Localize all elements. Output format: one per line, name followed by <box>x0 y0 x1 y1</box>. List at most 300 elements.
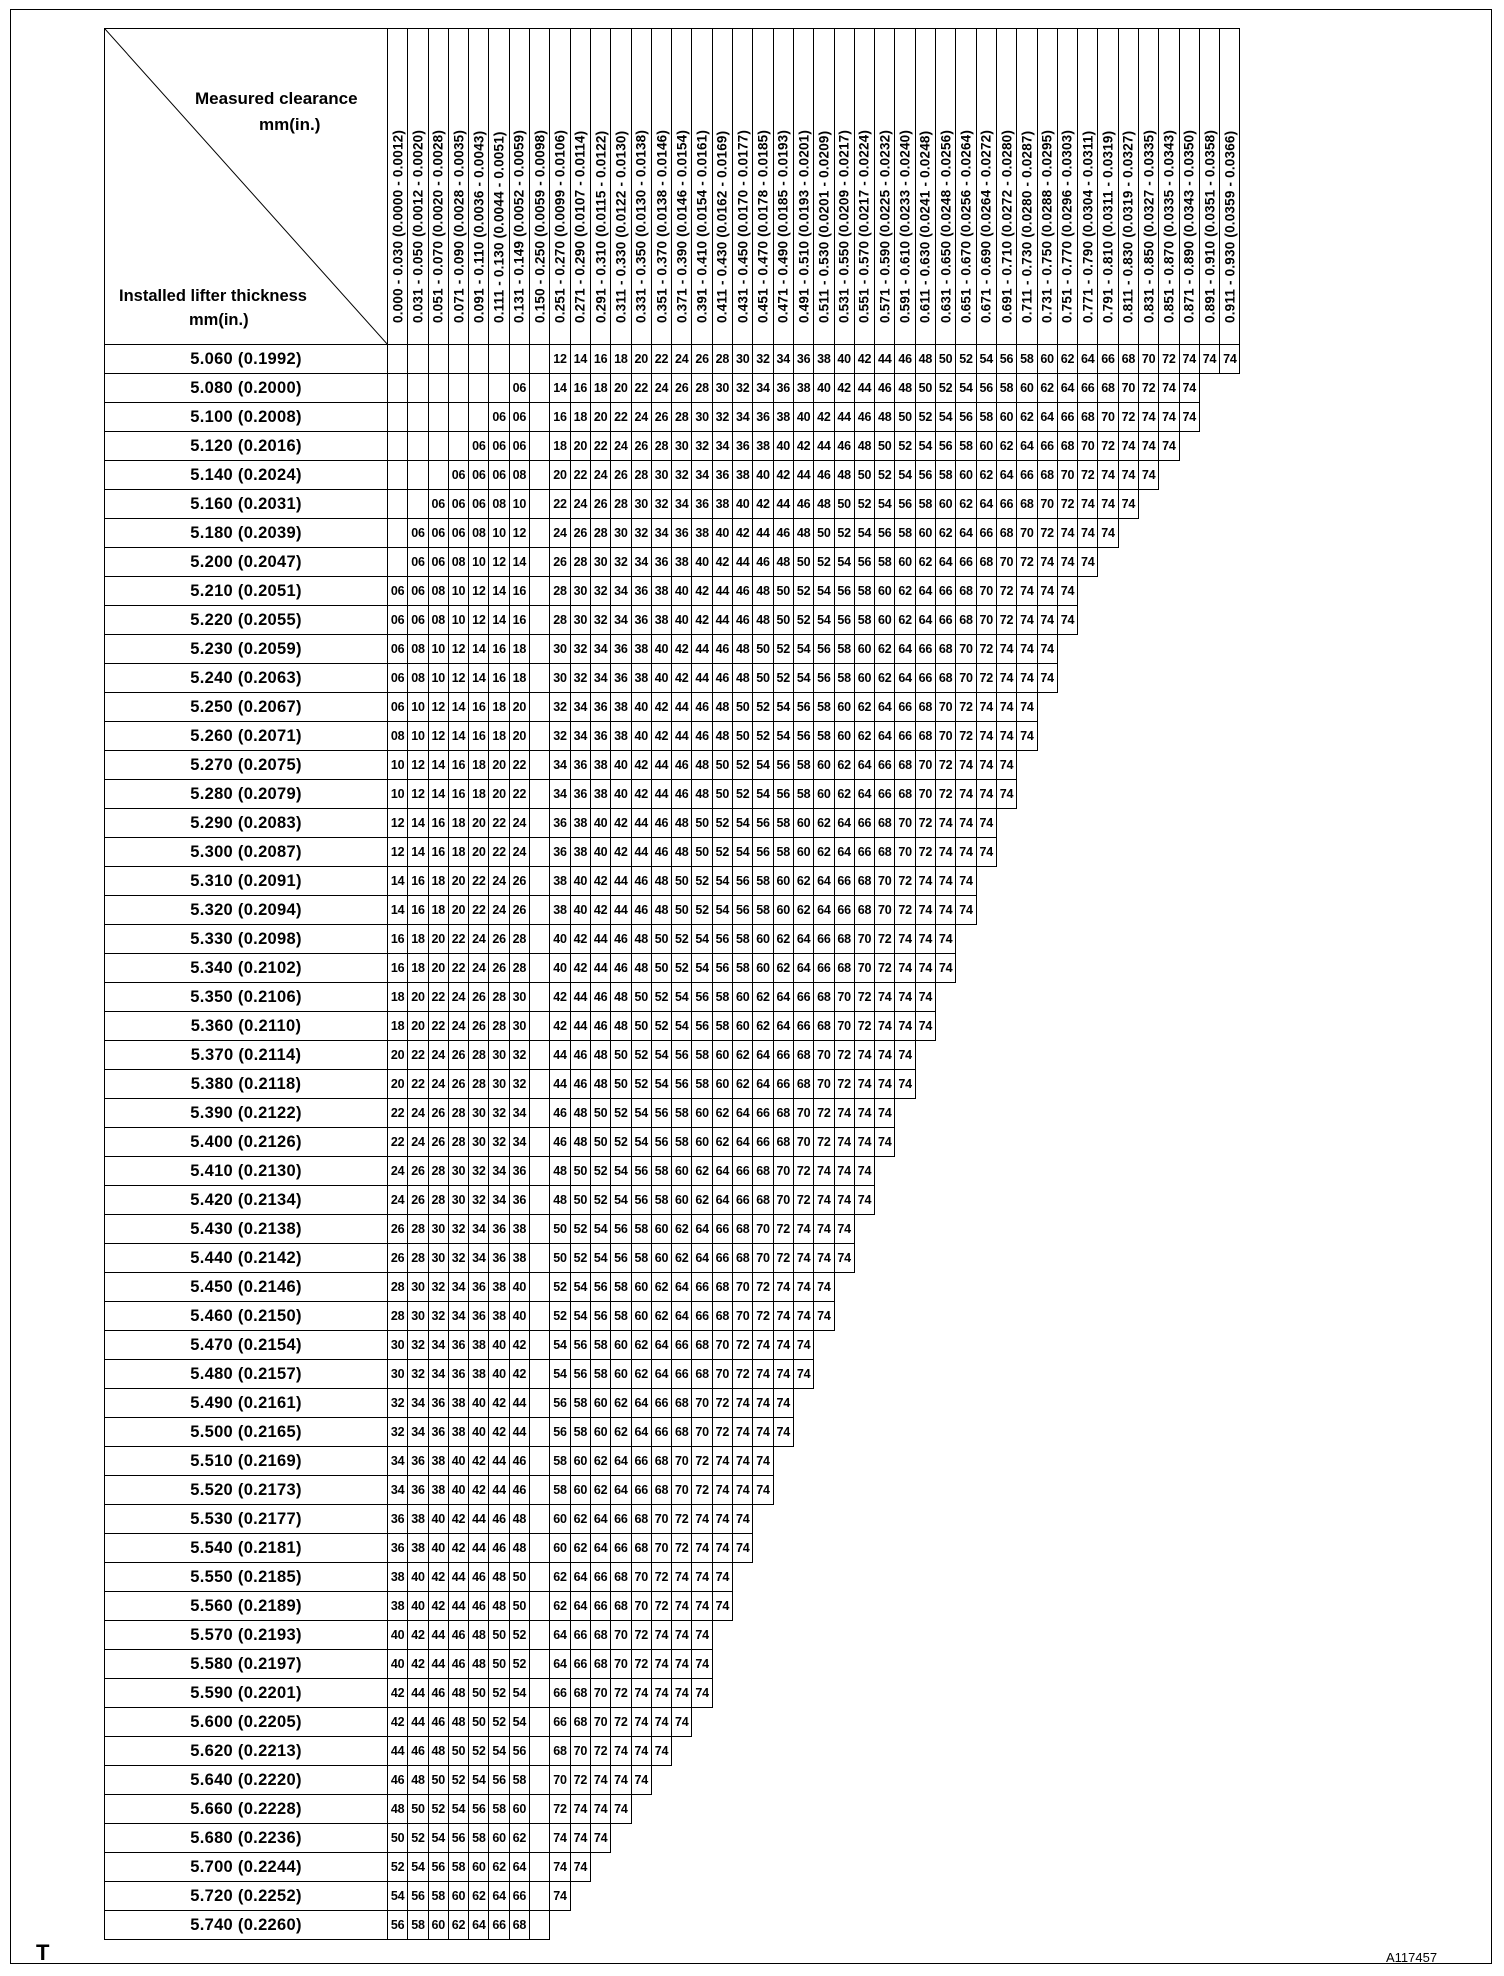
table-cell: 74 <box>793 1273 813 1302</box>
table-cell: 58 <box>733 954 753 983</box>
table-cell: 54 <box>712 896 732 925</box>
empty-area <box>1159 1389 1179 1418</box>
table-cell: 40 <box>631 693 651 722</box>
table-cell: 74 <box>753 1447 773 1476</box>
table-cell: 44 <box>773 490 793 519</box>
table-cell <box>530 1592 550 1621</box>
table-cell: 12 <box>489 548 509 577</box>
table-row <box>105 1360 1240 1389</box>
empty-area <box>936 1795 956 1824</box>
empty-area <box>1138 1273 1158 1302</box>
table-cell: 72 <box>773 1215 793 1244</box>
empty-area <box>1098 1447 1118 1476</box>
empty-area <box>1098 722 1118 751</box>
empty-area <box>956 1099 976 1128</box>
table-cell: 40 <box>672 606 692 635</box>
table-cell: 56 <box>672 1041 692 1070</box>
empty-area <box>1057 1766 1077 1795</box>
empty-area <box>1220 1418 1240 1447</box>
empty-area <box>1118 1766 1138 1795</box>
row-label: 5.470 (0.2154) <box>105 1331 388 1360</box>
empty-area <box>1017 925 1037 954</box>
table-cell: 44 <box>793 461 813 490</box>
empty-area <box>1118 1128 1138 1157</box>
table-cell: 64 <box>1017 432 1037 461</box>
table-cell: 72 <box>631 1621 651 1650</box>
empty-area <box>875 1766 895 1795</box>
table-cell: 06 <box>408 548 428 577</box>
table-cell: 74 <box>956 896 976 925</box>
table-cell: 74 <box>895 1041 915 1070</box>
empty-area <box>733 1679 753 1708</box>
table-cell: 62 <box>469 1882 489 1911</box>
table-cell: 72 <box>915 809 935 838</box>
empty-area <box>1057 1447 1077 1476</box>
table-cell: 58 <box>550 1476 570 1505</box>
table-cell: 34 <box>753 374 773 403</box>
table-cell: 60 <box>448 1882 468 1911</box>
table-cell: 16 <box>509 577 529 606</box>
empty-area <box>773 1766 793 1795</box>
table-cell: 52 <box>590 1186 610 1215</box>
empty-area <box>1098 1128 1118 1157</box>
table-cell: 06 <box>428 490 448 519</box>
table-cell: 60 <box>570 1447 590 1476</box>
table-cell: 74 <box>672 1592 692 1621</box>
table-cell: 12 <box>428 722 448 751</box>
column-header-label: 0.831 - 0.850 (0.0327 - 0.0335) <box>1141 129 1157 323</box>
table-cell: 06 <box>388 635 408 664</box>
empty-area <box>1199 838 1219 867</box>
table-cell: 48 <box>712 722 732 751</box>
row-label: 5.530 (0.2177) <box>105 1505 388 1534</box>
empty-area <box>1159 809 1179 838</box>
table-cell: 24 <box>631 403 651 432</box>
empty-area <box>1118 664 1138 693</box>
table-cell: 70 <box>956 635 976 664</box>
table-cell: 60 <box>469 1853 489 1882</box>
table-cell: 40 <box>509 1273 529 1302</box>
empty-area <box>1037 838 1057 867</box>
empty-area <box>1037 1012 1057 1041</box>
table-cell: 24 <box>428 1070 448 1099</box>
row-label: 5.080 (0.2000) <box>105 374 388 403</box>
table-cell: 74 <box>875 1128 895 1157</box>
table-cell: 22 <box>428 983 448 1012</box>
empty-area <box>1118 1882 1138 1911</box>
empty-area <box>1220 925 1240 954</box>
empty-area <box>773 1708 793 1737</box>
table-cell: 68 <box>733 1215 753 1244</box>
table-cell: 46 <box>733 606 753 635</box>
table-cell: 48 <box>428 1737 448 1766</box>
table-cell: 56 <box>712 925 732 954</box>
row-label: 5.540 (0.2181) <box>105 1534 388 1563</box>
empty-area <box>1118 896 1138 925</box>
empty-area <box>956 1824 976 1853</box>
empty-area <box>733 1911 753 1940</box>
table-cell: 74 <box>570 1853 590 1882</box>
table-row <box>105 896 1240 925</box>
empty-area <box>1118 1215 1138 1244</box>
column-header <box>428 29 448 345</box>
empty-area <box>1220 1128 1240 1157</box>
empty-area <box>712 1795 732 1824</box>
table-cell: 20 <box>448 896 468 925</box>
empty-area <box>915 1882 935 1911</box>
table-cell: 36 <box>692 490 712 519</box>
table-row <box>105 374 1240 403</box>
row-label: 5.180 (0.2039) <box>105 519 388 548</box>
empty-area <box>1138 1882 1158 1911</box>
table-cell: 74 <box>1037 606 1057 635</box>
empty-area <box>834 1505 854 1534</box>
table-cell: 10 <box>469 548 489 577</box>
empty-area <box>976 1012 996 1041</box>
table-cell: 64 <box>550 1650 570 1679</box>
table-cell: 54 <box>428 1824 448 1853</box>
table-cell: 68 <box>631 1534 651 1563</box>
table-row <box>105 1737 1240 1766</box>
table-cell <box>530 896 550 925</box>
column-header <box>1098 29 1118 345</box>
empty-area <box>1159 751 1179 780</box>
table-cell: 24 <box>408 1099 428 1128</box>
table-cell: 50 <box>448 1737 468 1766</box>
table-cell: 54 <box>448 1795 468 1824</box>
table-row <box>105 1389 1240 1418</box>
empty-area <box>936 1766 956 1795</box>
table-cell: 28 <box>631 461 651 490</box>
empty-area <box>996 1215 1016 1244</box>
empty-area <box>1199 1360 1219 1389</box>
empty-area <box>875 1447 895 1476</box>
empty-area <box>854 1737 874 1766</box>
table-cell: 46 <box>408 1737 428 1766</box>
empty-area <box>753 1621 773 1650</box>
table-cell <box>530 925 550 954</box>
empty-area <box>1098 867 1118 896</box>
table-cell: 74 <box>996 664 1016 693</box>
table-cell: 60 <box>712 1070 732 1099</box>
table-cell: 46 <box>550 1099 570 1128</box>
empty-area <box>1138 1099 1158 1128</box>
table-cell: 52 <box>550 1273 570 1302</box>
empty-area <box>1220 548 1240 577</box>
empty-area <box>875 1273 895 1302</box>
empty-area <box>1057 1215 1077 1244</box>
column-header-label: 0.691 - 0.710 (0.0272 - 0.0280) <box>999 129 1015 323</box>
table-cell: 74 <box>854 1070 874 1099</box>
table-cell: 74 <box>1017 664 1037 693</box>
table-row <box>105 1128 1240 1157</box>
empty-area <box>1199 1708 1219 1737</box>
table-cell: 36 <box>408 1447 428 1476</box>
table-cell: 62 <box>590 1447 610 1476</box>
table-cell: 46 <box>631 867 651 896</box>
table-cell: 74 <box>1179 403 1199 432</box>
table-cell: 66 <box>915 635 935 664</box>
table-cell: 62 <box>814 838 834 867</box>
empty-area <box>1138 519 1158 548</box>
table-cell: 54 <box>550 1331 570 1360</box>
table-cell: 74 <box>651 1737 671 1766</box>
empty-area <box>834 1534 854 1563</box>
table-cell: 70 <box>733 1302 753 1331</box>
table-cell: 54 <box>834 548 854 577</box>
empty-area <box>1037 1186 1057 1215</box>
table-cell: 38 <box>651 577 671 606</box>
table-cell: 50 <box>672 867 692 896</box>
column-header-label: 0.811 - 0.830 (0.0319 - 0.0327) <box>1120 130 1136 323</box>
empty-area <box>976 1302 996 1331</box>
table-cell: 50 <box>469 1708 489 1737</box>
column-header-label: 0.551 - 0.570 (0.0217 - 0.0224) <box>856 129 872 323</box>
empty-area <box>936 1128 956 1157</box>
table-cell: 72 <box>733 1360 753 1389</box>
empty-area <box>1179 1737 1199 1766</box>
table-cell: 44 <box>489 1476 509 1505</box>
table-cell: 74 <box>753 1418 773 1447</box>
table-cell: 36 <box>611 635 631 664</box>
empty-area <box>1118 1418 1138 1447</box>
table-cell: 54 <box>570 1273 590 1302</box>
row-label: 5.230 (0.2059) <box>105 635 388 664</box>
empty-area <box>1179 809 1199 838</box>
empty-area <box>895 1505 915 1534</box>
table-cell: 26 <box>408 1157 428 1186</box>
table-cell: 74 <box>550 1853 570 1882</box>
table-cell: 52 <box>814 548 834 577</box>
row-label: 5.600 (0.2205) <box>105 1708 388 1737</box>
table-cell: 68 <box>895 751 915 780</box>
table-cell <box>388 432 408 461</box>
table-cell: 58 <box>631 1215 651 1244</box>
table-cell: 42 <box>469 1476 489 1505</box>
table-cell: 56 <box>773 780 793 809</box>
empty-area <box>834 1766 854 1795</box>
row-label: 5.450 (0.2146) <box>105 1273 388 1302</box>
table-cell: 60 <box>611 1331 631 1360</box>
table-cell: 68 <box>834 925 854 954</box>
table-cell: 72 <box>895 867 915 896</box>
row-label: 5.340 (0.2102) <box>105 954 388 983</box>
table-cell: 74 <box>733 1505 753 1534</box>
table-cell: 24 <box>388 1157 408 1186</box>
table-cell: 70 <box>590 1708 610 1737</box>
table-cell: 54 <box>895 461 915 490</box>
table-cell: 66 <box>570 1650 590 1679</box>
table-cell: 52 <box>590 1157 610 1186</box>
empty-area <box>875 1215 895 1244</box>
table-cell: 10 <box>408 693 428 722</box>
table-cell: 72 <box>550 1795 570 1824</box>
table-cell <box>530 1244 550 1273</box>
table-cell: 56 <box>590 1273 610 1302</box>
empty-area <box>1179 1563 1199 1592</box>
empty-area <box>915 1853 935 1882</box>
empty-area <box>1118 1389 1138 1418</box>
table-cell: 32 <box>550 722 570 751</box>
table-cell: 72 <box>570 1766 590 1795</box>
empty-area <box>814 1853 834 1882</box>
empty-area <box>976 1795 996 1824</box>
table-cell <box>530 1505 550 1534</box>
empty-area <box>1017 1737 1037 1766</box>
table-cell <box>388 345 408 374</box>
empty-area <box>1017 1708 1037 1737</box>
table-cell: 64 <box>773 1012 793 1041</box>
table-cell: 28 <box>428 1157 448 1186</box>
empty-area <box>976 1070 996 1099</box>
empty-area <box>895 1360 915 1389</box>
table-cell: 74 <box>631 1737 651 1766</box>
lifter-grid <box>104 28 1240 1940</box>
table-cell: 24 <box>489 896 509 925</box>
table-cell: 64 <box>753 1070 773 1099</box>
table-cell: 34 <box>651 519 671 548</box>
table-cell: 10 <box>388 751 408 780</box>
empty-area <box>895 1418 915 1447</box>
table-cell: 36 <box>469 1273 489 1302</box>
empty-area <box>1159 1853 1179 1882</box>
table-cell: 74 <box>936 954 956 983</box>
empty-area <box>996 954 1016 983</box>
empty-area <box>875 1853 895 1882</box>
empty-area <box>1138 1592 1158 1621</box>
empty-area <box>1220 1795 1240 1824</box>
table-cell: 64 <box>996 461 1016 490</box>
table-cell: 32 <box>489 1099 509 1128</box>
table-cell: 30 <box>489 1041 509 1070</box>
table-cell: 64 <box>1078 345 1098 374</box>
table-cell: 74 <box>733 1534 753 1563</box>
empty-area <box>915 1708 935 1737</box>
table-cell: 66 <box>996 490 1016 519</box>
empty-area <box>1199 780 1219 809</box>
table-cell: 56 <box>814 664 834 693</box>
empty-area <box>1179 983 1199 1012</box>
table-cell: 36 <box>489 1215 509 1244</box>
empty-area <box>996 1853 1016 1882</box>
table-cell: 16 <box>408 896 428 925</box>
table-cell: 66 <box>672 1331 692 1360</box>
table-cell: 74 <box>1078 548 1098 577</box>
empty-area <box>895 1795 915 1824</box>
table-cell: 66 <box>611 1505 631 1534</box>
empty-area <box>1199 1824 1219 1853</box>
empty-area <box>915 1592 935 1621</box>
table-cell: 44 <box>509 1418 529 1447</box>
empty-area <box>854 1911 874 1940</box>
empty-area <box>773 1824 793 1853</box>
empty-area <box>1199 1041 1219 1070</box>
table-cell: 34 <box>570 722 590 751</box>
table-cell: 50 <box>753 635 773 664</box>
table-cell: 12 <box>469 606 489 635</box>
table-cell: 70 <box>915 780 935 809</box>
table-cell: 60 <box>976 432 996 461</box>
empty-area <box>976 867 996 896</box>
empty-area <box>1037 1418 1057 1447</box>
empty-area <box>1159 1505 1179 1534</box>
table-cell: 52 <box>753 722 773 751</box>
empty-area <box>1220 664 1240 693</box>
table-cell: 66 <box>570 1621 590 1650</box>
empty-area <box>1159 1331 1179 1360</box>
empty-area <box>733 1650 753 1679</box>
table-cell: 14 <box>428 780 448 809</box>
empty-area <box>996 1708 1016 1737</box>
empty-area <box>1179 577 1199 606</box>
empty-area <box>996 1331 1016 1360</box>
empty-area <box>1220 1824 1240 1853</box>
empty-area <box>1138 1215 1158 1244</box>
empty-area <box>651 1766 671 1795</box>
table-cell: 30 <box>509 983 529 1012</box>
empty-area <box>1199 1186 1219 1215</box>
table-cell: 36 <box>448 1360 468 1389</box>
table-cell: 44 <box>448 1563 468 1592</box>
empty-area <box>1057 1708 1077 1737</box>
table-cell: 50 <box>489 1650 509 1679</box>
empty-area <box>1057 1824 1077 1853</box>
table-cell: 62 <box>976 461 996 490</box>
table-cell: 38 <box>428 1476 448 1505</box>
table-cell: 28 <box>509 954 529 983</box>
empty-area <box>1179 461 1199 490</box>
table-cell: 54 <box>570 1302 590 1331</box>
table-cell: 36 <box>590 693 610 722</box>
table-cell: 34 <box>631 548 651 577</box>
empty-area <box>834 1650 854 1679</box>
empty-area <box>733 1766 753 1795</box>
table-cell: 74 <box>895 925 915 954</box>
empty-area <box>1118 1621 1138 1650</box>
table-cell <box>530 1331 550 1360</box>
table-cell: 66 <box>753 1128 773 1157</box>
table-cell: 74 <box>875 1012 895 1041</box>
empty-area <box>1078 751 1098 780</box>
table-cell: 74 <box>1179 374 1199 403</box>
empty-area <box>590 1853 610 1882</box>
empty-area <box>1220 1563 1240 1592</box>
table-cell <box>530 983 550 1012</box>
empty-area <box>1037 1215 1057 1244</box>
column-header-label: 0.371 - 0.390 (0.0146 - 0.0154) <box>674 129 690 323</box>
empty-area <box>1017 1360 1037 1389</box>
table-cell: 58 <box>996 374 1016 403</box>
table-cell: 70 <box>570 1737 590 1766</box>
table-cell: 48 <box>915 345 935 374</box>
empty-area <box>1179 1273 1199 1302</box>
empty-area <box>1159 954 1179 983</box>
empty-area <box>1138 1708 1158 1737</box>
table-cell <box>388 403 408 432</box>
table-cell: 56 <box>996 345 1016 374</box>
empty-area <box>854 1389 874 1418</box>
empty-area <box>875 1505 895 1534</box>
empty-area <box>1098 1418 1118 1447</box>
table-cell: 18 <box>428 896 448 925</box>
table-cell: 34 <box>388 1476 408 1505</box>
empty-area <box>834 1476 854 1505</box>
column-header-label: 0.491 - 0.510 (0.0193 - 0.0201) <box>796 129 812 323</box>
empty-area <box>1057 1070 1077 1099</box>
table-cell: 42 <box>489 1418 509 1447</box>
table-cell: 74 <box>631 1708 651 1737</box>
empty-area <box>936 1273 956 1302</box>
